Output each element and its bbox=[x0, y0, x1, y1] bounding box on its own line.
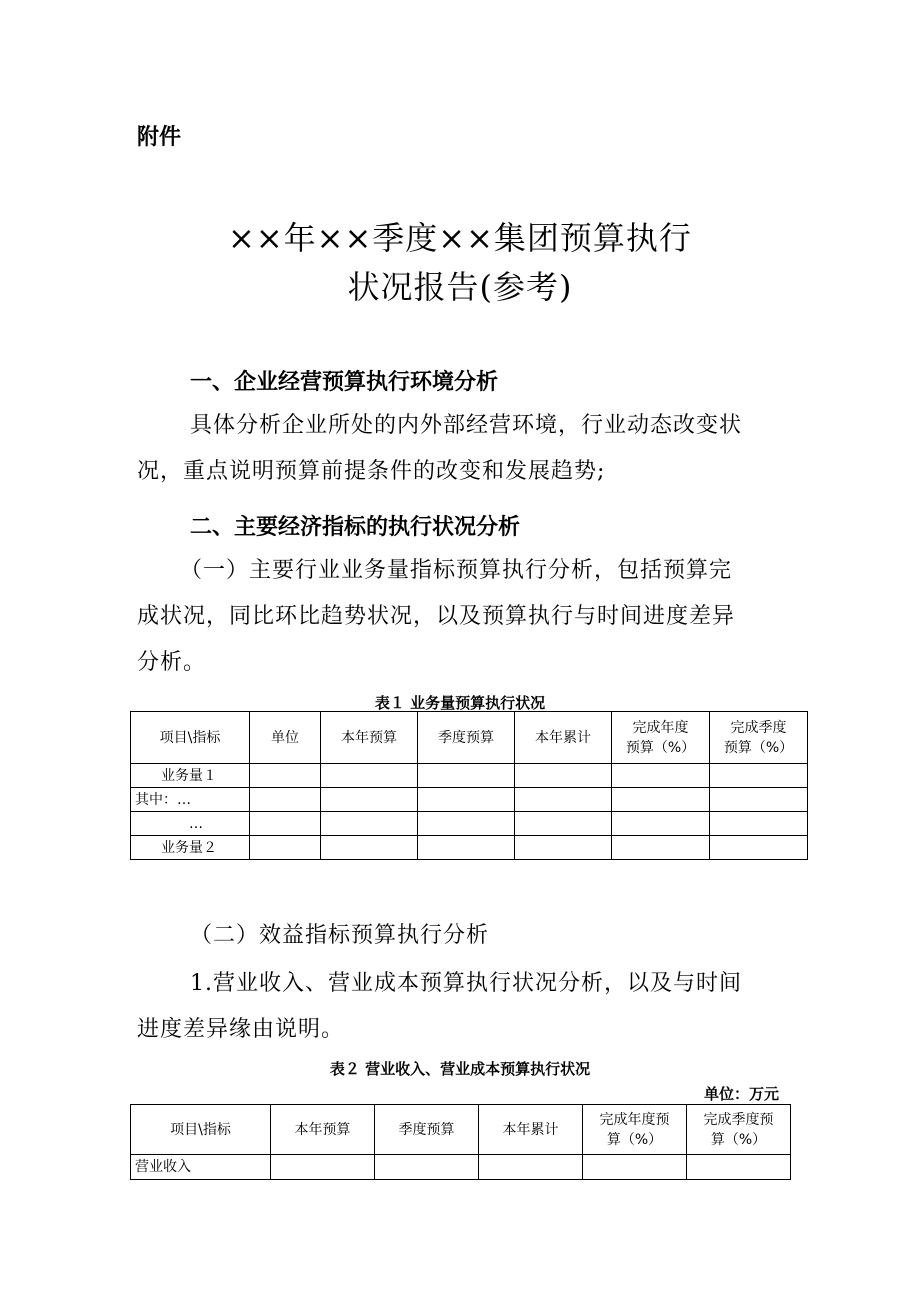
table-cell bbox=[710, 764, 808, 788]
table1-header-quarter-completion-l2: 预算（%） bbox=[723, 739, 794, 756]
section2-sub1-line1: （一）主要行业业务量指标预算执行分析，包括预算完 bbox=[180, 558, 733, 583]
table1-row-label: 业务量１ bbox=[131, 764, 250, 788]
table-cell bbox=[321, 812, 418, 836]
table1-header-row bbox=[131, 712, 808, 764]
table1-header-annual-completion bbox=[612, 712, 710, 764]
table1-caption: 表１ 业务量预算执行状况 bbox=[374, 694, 546, 712]
table-cell bbox=[515, 836, 612, 860]
table1-header-unit: 单位 bbox=[250, 712, 321, 764]
table1-row-label: 其中：… bbox=[131, 788, 250, 812]
section2-heading: 二、主要经济指标的执行状况分析 bbox=[190, 515, 521, 540]
table-cell bbox=[515, 764, 612, 788]
section1-body-line1: 具体分析企业所处的内外部经营环境，行业动态改变状 bbox=[190, 413, 743, 438]
table-cell bbox=[418, 812, 515, 836]
table-cell bbox=[418, 764, 515, 788]
section2-item1-line1: 1.营业收入、营业成本预算执行状况分析，以及与时间 bbox=[190, 971, 742, 996]
table-cell bbox=[583, 1155, 687, 1180]
table-cell bbox=[418, 788, 515, 812]
table-row bbox=[131, 836, 808, 860]
table-row bbox=[131, 1155, 791, 1180]
table1-header-quarter-completion-l1: 完成季度 bbox=[730, 719, 787, 736]
table-cell bbox=[250, 836, 321, 860]
table2-header-annual-completion-l2: 算（%） bbox=[606, 1131, 663, 1148]
table-cell bbox=[250, 812, 321, 836]
table-cell bbox=[418, 836, 515, 860]
section2-item1-line2: 进度差异缘由说明。 bbox=[137, 1017, 345, 1042]
table-row bbox=[131, 764, 808, 788]
table1-header-annual-completion-l2: 预算（%） bbox=[625, 739, 696, 756]
table1-header-quarter-budget: 季度预算 bbox=[418, 712, 515, 764]
table1-header-annual-budget: 本年预算 bbox=[321, 712, 418, 764]
table-cell bbox=[250, 788, 321, 812]
table1 bbox=[130, 711, 808, 860]
document-title-line2: 状况报告(参考) bbox=[347, 268, 573, 306]
table-cell bbox=[321, 836, 418, 860]
section1-body-line2: 况，重点说明预算前提条件的改变和发展趋势; bbox=[137, 459, 606, 484]
table2-header-quarter-completion bbox=[687, 1105, 791, 1155]
table2-header-item: 项目\指标 bbox=[131, 1105, 271, 1155]
table1-row-label: … bbox=[131, 812, 250, 836]
table1-header-annual-completion-l1: 完成年度 bbox=[632, 719, 689, 736]
table-cell bbox=[710, 788, 808, 812]
table-cell bbox=[710, 836, 808, 860]
table-cell bbox=[612, 788, 710, 812]
section1-heading: 一、企业经营预算执行环境分析 bbox=[190, 370, 499, 395]
table2-header-annual-completion-l1: 完成年度预 bbox=[599, 1111, 670, 1128]
table-cell bbox=[321, 788, 418, 812]
table-cell bbox=[515, 788, 612, 812]
table2-header-annual-completion bbox=[583, 1105, 687, 1155]
table2-header-quarter-completion-l2: 算（%） bbox=[710, 1131, 767, 1148]
section2-sub1-line3: 分析。 bbox=[137, 650, 207, 675]
table-row bbox=[131, 812, 808, 836]
table-cell bbox=[271, 1155, 375, 1180]
table-cell bbox=[612, 812, 710, 836]
table2-header-row bbox=[131, 1105, 791, 1155]
table-cell bbox=[515, 812, 612, 836]
table2-unit: 单位：万元 bbox=[703, 1085, 779, 1103]
table1-header-quarter-completion bbox=[710, 712, 808, 764]
table-cell bbox=[250, 764, 321, 788]
table-row bbox=[131, 788, 808, 812]
table-cell bbox=[479, 1155, 583, 1180]
table-cell bbox=[612, 836, 710, 860]
table-cell bbox=[321, 764, 418, 788]
table2-header-quarter-completion-l1: 完成季度预 bbox=[703, 1111, 774, 1128]
attachment-label: 附件 bbox=[137, 125, 182, 150]
table1-row-label: 业务量２ bbox=[131, 836, 250, 860]
table2-header-quarter-budget: 季度预算 bbox=[375, 1105, 479, 1155]
document-title-line1: ××年××季度××集团预算执行 bbox=[228, 219, 692, 257]
section2-sub2-heading: （二）效益指标预算执行分析 bbox=[190, 923, 490, 948]
table-cell bbox=[375, 1155, 479, 1180]
table-cell bbox=[687, 1155, 791, 1180]
table2-row-label: 营业收入 bbox=[131, 1155, 271, 1180]
table1-header-annual-cumulative: 本年累计 bbox=[515, 712, 612, 764]
table2-caption: 表２ 营业收入、营业成本预算执行状况 bbox=[329, 1060, 591, 1078]
table2-header-annual-budget: 本年预算 bbox=[271, 1105, 375, 1155]
table2 bbox=[130, 1104, 791, 1180]
table-cell bbox=[710, 812, 808, 836]
table1-header-item: 项目\指标 bbox=[131, 712, 250, 764]
table-cell bbox=[612, 764, 710, 788]
table2-header-annual-cumulative: 本年累计 bbox=[479, 1105, 583, 1155]
section2-sub1-line2: 成状况，同比环比趋势状况，以及预算执行与时间进度差异 bbox=[137, 604, 736, 629]
